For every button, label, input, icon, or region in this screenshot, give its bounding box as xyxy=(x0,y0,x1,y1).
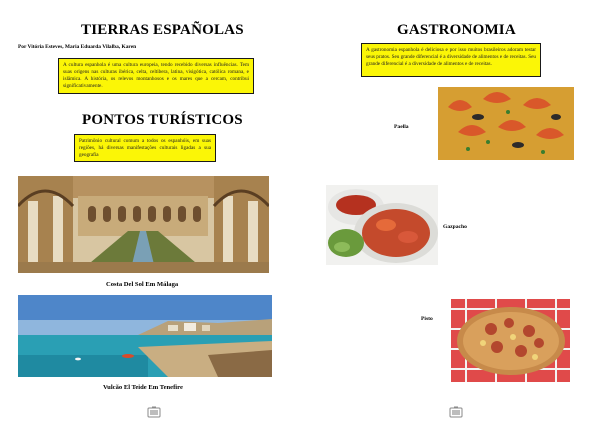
page-nav-icon[interactable] xyxy=(449,406,463,418)
courtyard-photo xyxy=(18,176,269,273)
photo-caption-2: Vulcão El Teide Em Tenefire xyxy=(103,384,183,391)
gazpacho-photo xyxy=(326,185,438,265)
section-box: Patrimônio cultural comum a todos os espanhóis, em suas regiões, há diversas manifestações culturais ligadas a sua geografia xyxy=(74,134,216,162)
coast-photo xyxy=(18,295,272,377)
left-page-title: TIERRAS ESPAÑOLAS xyxy=(81,22,244,38)
dish-label-pisto: Pisto xyxy=(421,316,433,322)
photo-caption-1: Costa Del Sol Em Málaga xyxy=(106,281,179,288)
page-nav-icon[interactable] xyxy=(147,406,161,418)
section-title: PONTOS TURÍSTICOS xyxy=(82,112,243,128)
gastronomy-intro-box: A gastronomia espanhola é deliciosa e por isso muitos brasileiros adoram testar seus pratos. Seu grande diferencial é a diversidade de alimentos e de receitas. Seu grande diferencial é a diversidade de alimentos e de receitas. xyxy=(361,43,541,77)
paella-photo xyxy=(438,87,574,160)
right-page-title: GASTRONOMIA xyxy=(397,22,516,38)
pisto-photo xyxy=(451,299,570,382)
culture-intro-box: A cultura espanhola é uma cultura europeia, tendo recebido diversas influências. Tem suas origens nas culturas ibérica, celta, celtibera, latina, visigótica, católica romana, e islâmica. A história, os relevos montanhosos e os mares que a cercam, contribui significativamente. xyxy=(58,58,254,94)
authors-byline: Por Vitória Esteves, Maria Eduarda Vilalba, Karen xyxy=(18,44,137,50)
dish-label-gazpacho: Gazpacho xyxy=(443,224,467,230)
dish-label-paella: Paella xyxy=(394,124,409,130)
